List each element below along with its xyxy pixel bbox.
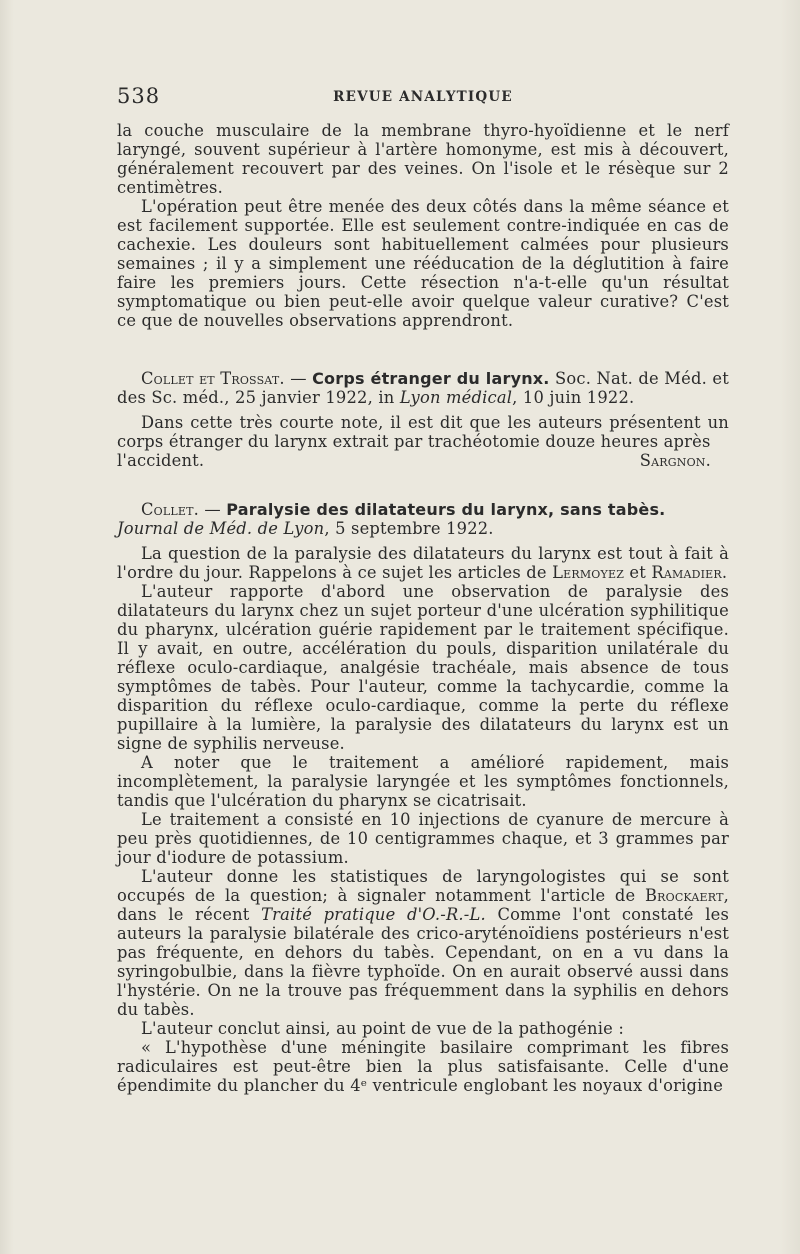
paragraph-end: l'accident. [117, 451, 205, 470]
paragraph: A noter que le traitement a amélioré rapidement, mais incomplètement, la paralysie laryngée et les symptômes fonctionnels, tandis que l'ulcération du pharynx se cicatrisait. [117, 753, 729, 810]
paragraph: L'auteur conclut ainsi, au point de vue de la pathogénie : [141, 1019, 625, 1038]
cited-author: Lermoyez [552, 563, 625, 582]
text-run: et [624, 563, 652, 582]
article-collet-trossat [117, 369, 729, 470]
paragraph: L'auteur rapporte d'abord une observation de paralysie des dilatateurs du larynx chez un sujet porteur d'une ulcération syphilitique du pharynx, ulcération guérie rapidement par le traitement spécifique. Il y avait, en outre, accélération du pouls, disparition unilatérale du réflexe oculo-cardiaque, analgésie trachéale, mais absence de tous symptômes de tabès. Pour l'auteur, comme la tachycardie, comme la disparition du réflexe oculo-cardiaque, comme la perte du réflexe pupillaire à la lumière, la paralysie des dilatateurs du larynx est un signe de syphilis nerveuse. [117, 582, 729, 753]
signed-line [117, 451, 729, 470]
continued-article [117, 121, 729, 330]
journal-name: Journal de Méd. de Lyon [117, 519, 325, 538]
article-authors: Collet. [141, 500, 200, 519]
page-number: 538 [117, 84, 161, 108]
running-head: REVUE ANALYTIQUE [333, 89, 513, 105]
journal-name: Lyon médical [399, 388, 513, 407]
paragraph: Dans cette très courte note, il est dit que les auteurs présentent un corps étranger du larynx extrait par trachéotomie douze heures après [117, 413, 729, 451]
paragraph: la couche musculaire de la membrane thyro-hyoïdienne et le nerf laryngé, souvent supérieur à l'artère homonyme, est mis à découvert, généralement recouvert par des veines. On l'isole et le résèque sur 2 centimètres. [117, 121, 729, 197]
text-run: Comme l'ont constaté les auteurs la paralysie bilatérale des crico-aryténoïdiens postérieurs n'est pas fréquente, en dehors du tabès. Cependant, on en a vu dans la syringobulbie, dans la fièvre typhoïde. On en aurait observé aussi dans l'hystérie. On ne la trouve pas fréquemment dans la syphilis en dehors du tabès. [117, 905, 729, 1019]
heading-dash: — [284, 369, 313, 388]
cited-book: Traité pratique d'O.-R.-L. [261, 905, 486, 924]
article-collet [117, 500, 729, 1095]
article-title: Paralysie des dilatateurs du larynx, sans tabès. [226, 500, 666, 519]
article-heading [117, 369, 729, 407]
article-date: , 10 juin 1922. [512, 388, 635, 407]
quotation: « L'hypothèse d'une méningite basilaire comprimant les fibres radiculaires est peut-être bien la plus satisfaisante. Celle d'une épendimite du plancher du 4ᵉ ventricule englobant les noyaux d'origine [117, 1038, 729, 1095]
article-source: Soc. Nat. de Méd. et des Sc. méd., 25 janvier 1922, in [117, 369, 729, 407]
page-header [117, 84, 729, 106]
paragraph [117, 867, 729, 1019]
paragraph [117, 544, 729, 582]
paragraph: L'opération peut être menée des deux côtés dans la même séance et est facilement supportée. Elle est seulement contre-indiquée en cas de cachexie. Les douleurs sont habituellement calmées pour plusieurs semaines ; il y a simplement une rééducation de la déglutition à faire faire les premiers jours. Cette résection n'a-t-elle qu'un résultat symptomatique ou bien peut-elle avoir quelque valeur curative? C'est ce que de nouvelles observations apprendront. [117, 197, 729, 330]
text-run: L'auteur donne les statistiques de laryngologistes qui se sont occupés de la question; à signaler notamment l'article de [117, 867, 729, 905]
article-heading [117, 500, 729, 538]
article-authors: Collet et Trossat. [141, 369, 285, 388]
heading-dash: — [199, 500, 227, 519]
paragraph: Le traitement a consisté en 10 injections de cyanure de mercure à peu près quotidiennes, de 10 centigrammes chaque, et 3 grammes par jour d'iodure de potassium. [117, 810, 729, 867]
text-run: La question de la paralysie des dilatateurs du larynx est tout à fait à l'ordre du jour. Rappelons à ce sujet les articles de [117, 544, 729, 582]
text-run: . [721, 563, 728, 582]
cited-author: Brockaert [644, 886, 724, 905]
article-title: Corps étranger du larynx. [312, 369, 550, 388]
article-date: , 5 septembre 1922. [324, 519, 494, 538]
cited-author: Ramadier [651, 563, 722, 582]
text-run: , dans le récent [117, 886, 729, 924]
reviewer-signature: Sargnon. [639, 451, 711, 470]
